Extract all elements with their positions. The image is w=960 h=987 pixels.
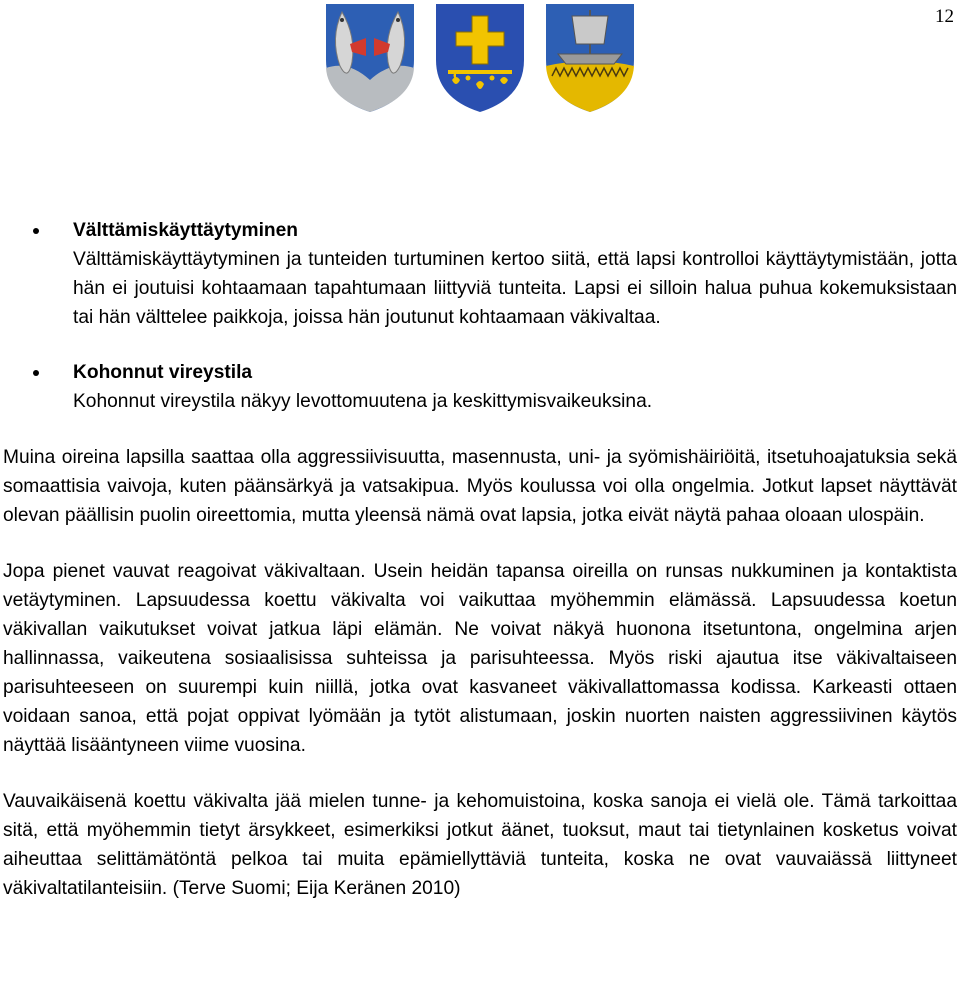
bullet-heading: Kohonnut vireystila <box>73 362 253 383</box>
fish-crest-emblem <box>322 2 418 114</box>
bullet-marker <box>33 228 39 234</box>
page-number: 12 <box>935 6 954 27</box>
bullet-heading: Välttämiskäyttäytyminen <box>73 220 299 241</box>
bullet-text: Välttämiskäyttäytyminen ja tunteiden turtuminen kertoo siitä, että lapsi kontrolloi käyttäytymistään, jotta hän ei joutuisi kohtaamaan tapahtumaan liittyviä tunteita. Lapsi ei silloin halua puhua kokemuksistaan tai hän välttelee paikkoja, joissa hän joutunut kohtaamaan väkivaltaa. <box>73 249 957 328</box>
paragraph: Jopa pienet vauvat reagoivat väkivaltaan. Usein heidän tapansa oireilla on runsas nukkuminen ja kontaktista vetäytyminen. Lapsuudessa koettu väkivalta voi vaikuttaa myöhemmin elämässä. Lapsuudessa koetun väkivallan vaikutukset voivat jatkua läpi elämän. Ne voivat näkyä huonona itsetuntona, ongelmina arjen hallinnassa, vaikeutena sosiaalisissa suhteissa ja parisuhteessa. Myös riski ajautua itse väkivaltaiseen parisuhteeseen on suurempi kuin niillä, jotka ovat kasvaneet väkivallattomassa kodissa. Karkeasti ottaen voidaan sanoa, että pojat oppivat lyömään ja tytöt alistumaan, joskin nuorten naisten aggressiivinen käytös näyttää lisääntyneen viime vuosina. <box>3 561 957 756</box>
paragraph: Muina oireina lapsilla saattaa olla aggressiivisuutta, masennusta, uni- ja syömishäiriöitä, itsetuhoajatuksia sekä somaattisia vaivoja, kuten päänsärkyä ja vatsakipua. Myös koulussa voi olla ongelmia. Jotkut lapset näyttävät olevan päällisin puolin oireettomia, mutta yleensä nämä ovat lapsia, jotka eivät näytä pahaa oloaan ulospäin. <box>3 447 957 526</box>
bullet-item-arousal <box>3 358 957 416</box>
bullet-marker <box>33 370 39 376</box>
paragraph: Vauvaikäisenä koettu väkivalta jää mielen tunne- ja kehomuistoina, koska sanoja ei vielä ole. Tämä tarkoittaa sitä, että myöhemmin tietyt ärsykkeet, esimerkiksi jotkut äänet, tuoksut, maut tai tietynlainen kosketus voivat aiheuttaa selittämätöntä pelkoa tai muita epämiellyttäviä tunteita, koska ne ovat vauvaiässä liittyneet väkivaltatilanteisiin. (Terve Suomi; Eija Keränen 2010) <box>3 791 957 899</box>
cross-crest-emblem <box>432 2 528 114</box>
document-body <box>3 216 957 903</box>
bullet-text: Kohonnut vireystila näkyy levottomuutena ja keskittymisvaikeuksina. <box>73 391 653 412</box>
ship-crest-emblem <box>542 2 638 114</box>
bullet-item-avoidance <box>3 216 957 332</box>
coat-of-arms-row <box>322 2 638 114</box>
